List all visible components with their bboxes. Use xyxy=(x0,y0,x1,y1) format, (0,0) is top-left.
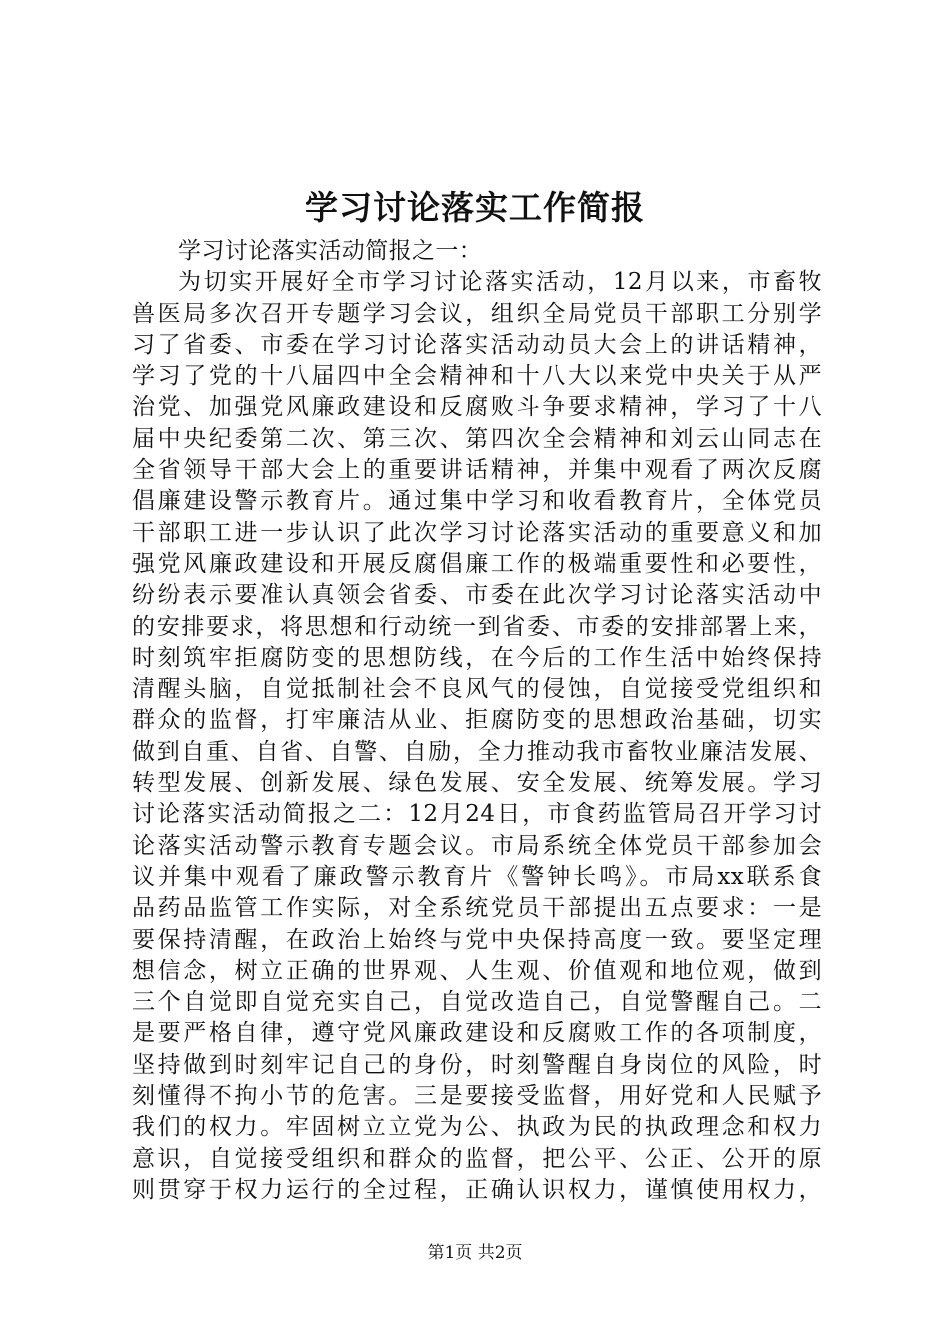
page-footer: 第1页 共2页 xyxy=(427,1243,523,1263)
text-line: 议并集中观看了廉政警示教育片《警钟长鸣》。市局xx联系食 xyxy=(132,863,822,890)
text-line: 坚持做到时刻牢记自己的身份，时刻警醒自身岗位的风险，时 xyxy=(132,1051,822,1078)
text-line: 品药品监管工作实际，对全系统党员干部提出五点要求：一是 xyxy=(132,895,822,922)
text-line: 为切实开展好全市学习讨论落实活动，12月以来，市畜牧 xyxy=(178,269,822,296)
document-title: 学习讨论落实工作简报 xyxy=(305,188,645,227)
text-line: 意识，自觉接受组织和群众的监督，把公平、公正、公开的原 xyxy=(132,1145,822,1172)
text-line: 群众的监督，打牢廉洁从业、拒腐防变的思想政治基础，切实 xyxy=(132,707,822,734)
text-line: 治党、加强党风廉政建设和反腐败斗争要求精神，学习了十八 xyxy=(132,394,822,421)
text-line: 我们的权力。牢固树立立党为公、执政为民的执政理念和权力 xyxy=(132,1114,822,1141)
text-line: 做到自重、自省、自警、自励，全力推动我市畜牧业廉洁发展、 xyxy=(132,738,822,765)
text-line: 学习了党的十八届四中全会精神和十八大以来党中央关于从严 xyxy=(132,363,822,390)
text-line: 强党风廉政建设和开展反腐倡廉工作的极端重要性和必要性， xyxy=(132,550,822,577)
text-line: 要保持清醒，在政治上始终与党中央保持高度一致。要坚定理 xyxy=(132,926,822,953)
text-line: 的安排要求，将思想和行动统一到省委、市委的安排部署上来， xyxy=(132,613,822,640)
text-line: 想信念，树立正确的世界观、人生观、价值观和地位观，做到 xyxy=(132,957,822,984)
text-line: 清醒头脑，自觉抵制社会不良风气的侵蚀，自觉接受党组织和 xyxy=(132,676,822,703)
text-line: 刻懂得不拘小节的危害。三是要接受监督，用好党和人民赋予 xyxy=(132,1083,822,1110)
text-line: 兽医局多次召开专题学习会议，组织全局党员干部职工分别学 xyxy=(132,300,822,327)
text-line: 全省领导干部大会上的重要讲话精神，并集中观看了两次反腐 xyxy=(132,457,822,484)
text-line: 届中央纪委第二次、第三次、第四次全会精神和刘云山同志在 xyxy=(132,425,822,452)
document-body xyxy=(132,236,822,1206)
text-line: 则贯穿于权力运行的全过程，正确认识权力，谨慎使用权力， xyxy=(132,1176,822,1203)
text-line: 时刻筑牢拒腐防变的思想防线，在今后的工作生活中始终保持 xyxy=(132,644,822,671)
text-line: 干部职工进一步认识了此次学习讨论落实活动的重要意义和加 xyxy=(132,519,822,546)
text-line: 讨论落实活动简报之二：12月24日，市食药监管局召开学习讨 xyxy=(132,801,822,828)
text-line: 倡廉建设警示教育片。通过集中学习和收看教育片，全体党员 xyxy=(132,488,822,515)
text-line: 学习讨论落实活动简报之一： xyxy=(178,238,483,264)
text-line: 纷纷表示要准认真领会省委、市委在此次学习讨论落实活动中 xyxy=(132,582,822,609)
text-line: 是要严格自律，遵守党风廉政建设和反腐败工作的各项制度， xyxy=(132,1020,822,1047)
text-line: 论落实活动警示教育专题会议。市局系统全体党员干部参加会 xyxy=(132,832,822,859)
text-line: 三个自觉即自觉充实自己，自觉改造自己，自觉警醒自己。二 xyxy=(132,989,822,1016)
text-line: 习了省委、市委在学习讨论落实活动动员大会上的讲话精神， xyxy=(132,331,822,358)
text-line: 转型发展、创新发展、绿色发展、安全发展、统筹发展。学习 xyxy=(132,770,822,797)
